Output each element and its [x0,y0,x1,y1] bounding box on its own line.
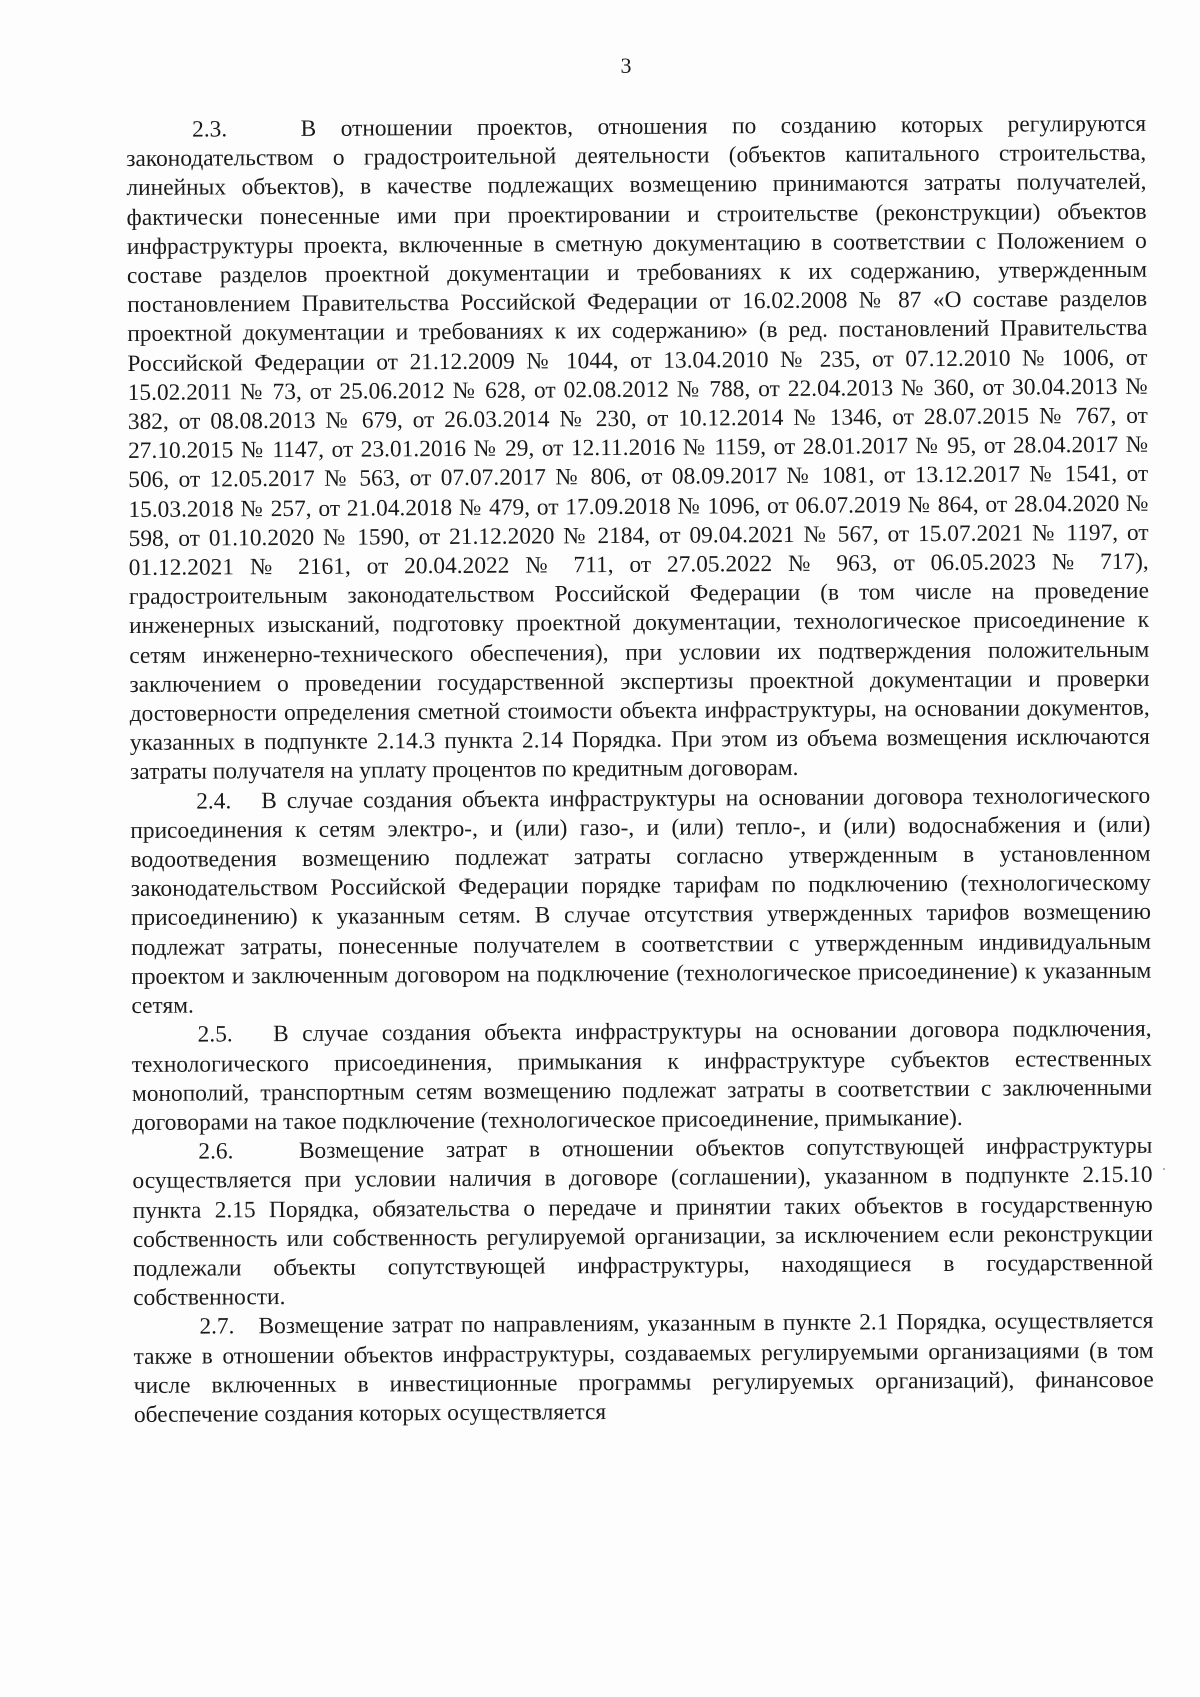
paragraph-number: 2.3. [192,116,228,143]
paragraph-2-3 [126,110,1150,788]
paragraph-2-6 [132,1132,1153,1313]
paragraph-text: В случае создания объекта инфраструктуры на основании договора подключения, технологического присоединения, примыкания к инфраструктуре субъектов естественных монополий, транспортным сетям возмещению подлежат затраты в соответствии с заключенными договорами на такое подключение (технологическое присоединение, примыкание). [131,1016,1153,1136]
paragraph-number: 2.6. [198,1138,234,1165]
document-body [126,110,1154,1430]
page-number: 3 [620,53,632,78]
paragraph-2-4 [130,781,1151,1021]
paragraph-number: 2.4. [196,788,232,815]
paragraph-text: Возмещение затрат в отношении объектов сопутствующей инфраструктуры осуществляется при условии наличия в договоре (соглашении), указанном в подпункте 2.15.10 пункта 2.15 Порядка, обязательства о передаче и принятии таких объектов в государственную собственность или собственность регулируемой организации, за исключением если реконструкции подлежали объекты сопутствующей инфраструктуры, находящиеся в государственной собственности. [132,1132,1154,1312]
paragraph-2-7 [133,1307,1154,1430]
paragraph-text: В случае создания объекта инфраструктуры на основании договора технологического присоединения к сетям электро-, и (или) газо-, и (или) тепло-, и (или) водоснабжения и (или) водоотведения возмещению подлежат затраты согласно утвержденным в установленном законодательством Российской Федерации порядке тарифам по подключению (технологическому присоединению) к указанным сетям. В случае отсутствия утвержденных тарифов возмещению подлежат затраты, понесенные получателем в соответствии с утвержденным индивидуальным проектом и заключенным договором на подключение (технологическое присоединение) к указанным сетям. [130,782,1152,1020]
paragraph-text: В отношении проектов, отношения по созданию которых регулируются законодательством о градостроительной деятельности (объектов капитального строительства, линейных объектов), в качестве подлежащих возмещению принимаются затраты получателей, фактически понесенные ими при проектировании и строительстве (реконструкции) объектов инфраструктуры проекта, включенные в сметную документацию в соответствии с Положением о составе разделов проектной документации и требованиях к их содержанию, утвержденным постановлением Правительства Российской Федерации от 16.02.2008 № 87 «О составе разделов проектной документации и требованиях к их содержанию» (в ред. постановлений Правительства Российской Федерации от 21.12.2009 № 1044, от 13.04.2010 № 235, от 07.12.2010 № 1006, от 15.02.2011 № 73, от 25.06.2012 № 628, от 02.08.2012 № 788, от 22.04.2013 № 360, от 30.04.2013 № 382, от 08.08.2013 № 679, от 26.03.2014 № 230, от 10.12.2014 № 1346, от 28.07.2015 № 767, от 27.10.2015 № 1147, от 23.01.2016 № 29, от 12.11.2016 № 1159, от 28.01.2017 № 95, от 28.04.2017 № 506, от 12.05.2017 № 563, от 07.07.2017 № 806, от 08.09.2017 № 1081, от 13.12.2017 № 1541, от 15.03.2018 № 257, от 21.04.2018 № 479, от 17.09.2018 № 1096, от 06.07.2019 № 864, от 28.04.2020 № 598, от 01.10.2020 № 1590, от 21.12.2020 № 2184, от 09.04.2021 № 567, от 15.07.2021 № 1197, от 01.12.2021 № 2161, от 20.04.2022 № 711, от 27.05.2022 № 963, от 06.05.2023 № 717), градостроительным законодательством Российской Федерации (в том числе на проведение инженерных изысканий, подготовку проектной документации, технологическое присоединение к сетям инженерно-технического обеспечения), при условии их подтверждения положительным заключением о проведении государственной экспертизы проектной документации и проверки достоверности определения сметной стоимости объекта инфраструктуры, на основании документов, указанных в подпункте 2.14.3 пункта 2.14 Порядка. При этом из объема возмещения исключаются затраты получателя на уплату процентов по кредитным договорам. [126,110,1150,786]
paragraph-text: Возмещение затрат по направлениям, указанным в пункте 2.1 Порядка, осуществляется также в отношении объектов инфраструктуры, создаваемых регулируемыми организациями (в том числе включенных в инвестиционные программы регулируемых организаций), финансовое обеспечение создания которых осуществляется [133,1308,1154,1428]
paragraph-2-5 [132,1015,1153,1138]
paragraph-number: 2.5. [197,1021,233,1048]
scan-speck [1163,1168,1165,1170]
paragraph-number: 2.7. [199,1313,235,1340]
